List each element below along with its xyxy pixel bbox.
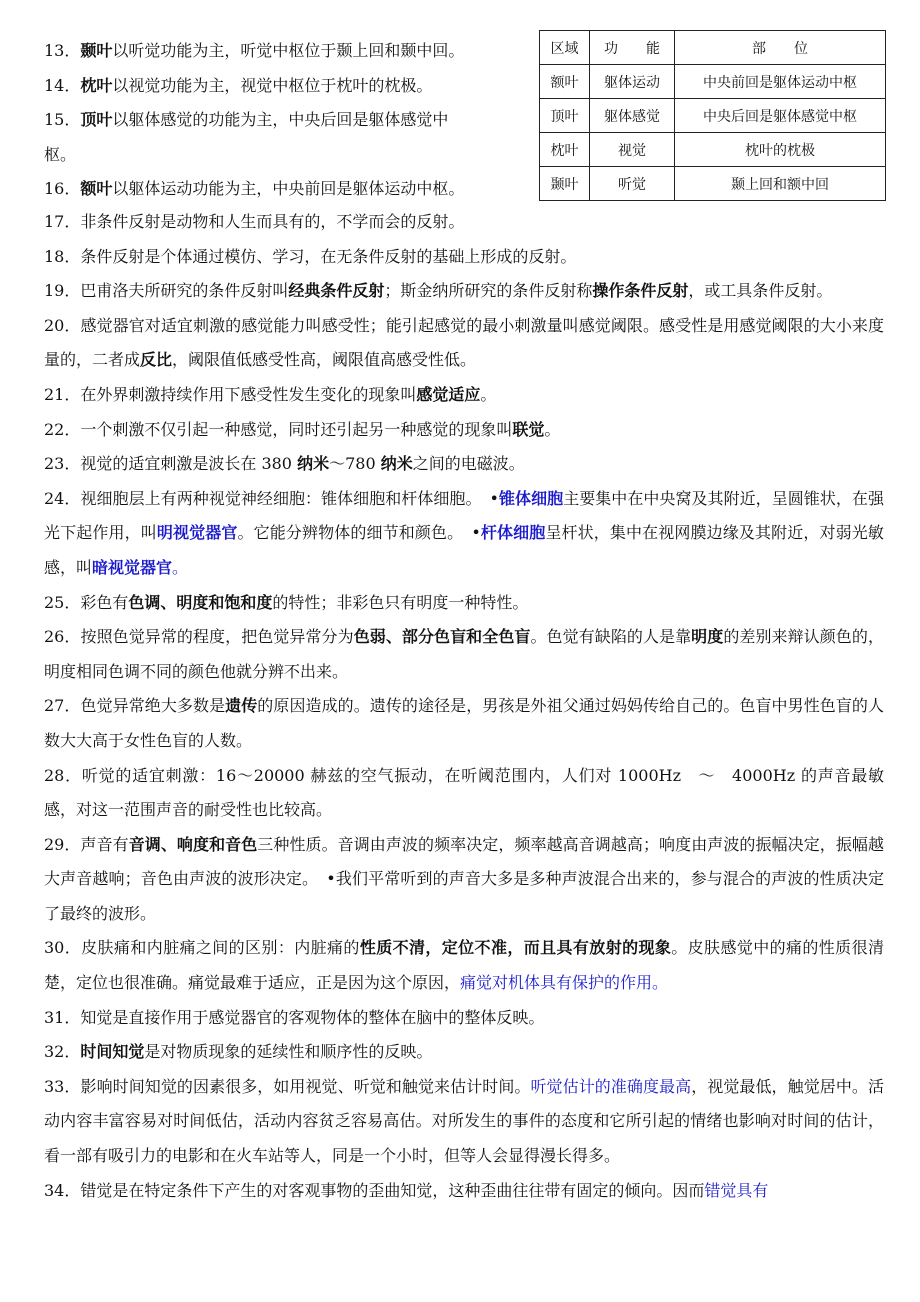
text-run: 呈杆状，集中在视网膜边缘及其附近，对弱光敏感，叫 (44, 523, 884, 577)
text-run: 以躯体运动功能为主，中央前回是躯体运动中枢。 (112, 179, 465, 199)
text-run: 27．色觉异常绝大多数是 (44, 696, 226, 716)
brain-area-table (539, 30, 886, 201)
text-run: 19．巴甫洛夫所研究的条件反射叫 (44, 281, 289, 301)
text-run: 主要集中在中央窝及其附近，呈圆锥状，在强光下起作用，叫 (44, 488, 884, 543)
text-run: 暗视觉器官 (92, 557, 173, 577)
table-row (540, 133, 886, 167)
text-run: 17．非条件反射是动物和人生而具有的，不学而会的反射。 (44, 212, 465, 231)
text-run: 痛觉对机体具有保护的作用。 (460, 973, 669, 993)
text-run: 29．声音有 (44, 834, 129, 854)
paragraph (44, 1001, 884, 1036)
table-cell: 中央前回是躯体运动中枢 (675, 65, 886, 99)
text-run: 。皮肤感觉中的痛的性质很清楚，定位也很准确。痛觉最难于适应，正是因为这个原因， (44, 938, 884, 993)
paragraph (44, 1035, 884, 1070)
text-run: 的原因造成的。遗传的途径是，男孩是外祖父通过妈妈传给自己的。色盲中男性色盲的人数大大高于女性色盲的人数。 (44, 696, 884, 750)
table-header-cell: 区域 (540, 31, 590, 65)
text-run: 22．一个刺激不仅引起一种感觉，同时还引起另一种感觉的现象叫 (44, 419, 513, 439)
text-run: 是对物质现象的延续性和顺序性的反映。 (144, 1042, 433, 1062)
text-run: 三种性质。音调由声波的频率决定，频率越高音调越高；响度由声波的振幅决定，振幅越大声音越响；音色由声波的波形决定。 •我们平常听到的声音大多是多种声波混合出来的，参与混合的声波的性质决定了最终的波形。 (44, 834, 884, 923)
paragraph (44, 689, 884, 758)
text-run: 性质不清，定位不准，而且具有放射的现象 (359, 938, 672, 958)
text-run: 纳米 (297, 454, 330, 474)
text-run: 色弱、部分色盲和全色盲 (353, 627, 531, 647)
text-run: 色调、明度和饱和度 (128, 592, 273, 612)
text-run: ～780 (329, 454, 381, 474)
text-run: 操作条件反射 (592, 281, 689, 301)
paragraph (44, 482, 884, 586)
text-run: 之间的电磁波。 (412, 454, 525, 474)
text-run: 杆体细胞 (480, 523, 546, 543)
text-run: 25．彩色有 (44, 592, 129, 612)
text-run: 20．感觉器官对适宜刺激的感觉能力叫感受性；能引起感觉的最小刺激量叫感觉阈限。感受性是用感觉阈限的大小来度量的，二者成 (44, 315, 884, 370)
text-run: 听觉估计的准确度最高 (530, 1076, 692, 1096)
text-run: 锥体细胞 (498, 488, 564, 508)
paragraph (44, 103, 534, 138)
table-cell: 额叶 (540, 65, 590, 99)
text-run: 明视觉器官 (156, 523, 238, 543)
text-run: 顶叶 (80, 110, 113, 130)
text-run: 以听觉功能为主，听觉中枢位于颞上回和颞中回。 (112, 41, 465, 60)
text-run: 联觉 (512, 419, 545, 439)
paragraph (44, 274, 884, 309)
main-paragraphs (44, 205, 884, 1208)
paragraph (44, 240, 884, 275)
paragraph (44, 620, 884, 689)
text-run: 32． (44, 1042, 81, 1062)
text-run: 枢。 (44, 144, 77, 164)
text-run: 30．皮肤痛和内脏痛之间的区别：内脏痛的 (44, 938, 360, 958)
text-run: 。 (172, 557, 189, 577)
paragraph (44, 138, 534, 173)
text-run: 以视觉功能为主，视觉中枢位于枕叶的枕极。 (112, 75, 433, 95)
paragraph (44, 931, 884, 1000)
text-run: 的特性；非彩色只有明度一种特性。 (272, 592, 529, 612)
table-cell: 枕叶的枕极 (675, 133, 886, 167)
text-run: 错觉具有 (704, 1180, 769, 1200)
paragraph (44, 205, 884, 240)
table-cell: 颞上回和额中回 (675, 167, 886, 201)
text-run: 感觉适应 (416, 384, 481, 404)
text-run: 反比 (140, 350, 173, 370)
paragraph (44, 1174, 884, 1209)
table-row (540, 65, 886, 99)
table-cell: 顶叶 (540, 99, 590, 133)
paragraph (44, 69, 534, 104)
text-run: ；斯金纳所研究的条件反射称 (384, 281, 593, 301)
text-run: 24．视细胞层上有两种视觉神经细胞：锥体细胞和杆体细胞。 • (44, 488, 499, 508)
text-run: 明度 (691, 627, 724, 647)
text-run: ，阈限值低感受性高，阈限值高感受性低。 (172, 350, 477, 370)
paragraph (44, 447, 884, 482)
table-cell: 躯体感觉 (590, 99, 675, 133)
top-paragraphs (44, 34, 534, 207)
text-run: 31．知觉是直接作用于感觉器官的客观物体的整体在脑中的整体反映。 (44, 1007, 545, 1027)
text-run: 以躯体感觉的功能为主，中央后回是躯体感觉中 (112, 110, 449, 130)
text-run: 遗传 (225, 696, 258, 716)
text-run: 33．影响时间知觉的因素很多，如用视觉、听觉和触觉来估计时间。 (44, 1076, 531, 1096)
text-run: 纳米 (380, 454, 413, 474)
table-header-row (540, 31, 886, 65)
text-run: 。 (544, 419, 561, 439)
table-header-cell: 功 能 (590, 31, 675, 65)
text-run: 18．条件反射是个体通过模仿、学习，在无条件反射的基础上形成的反射。 (44, 246, 577, 266)
table-header-cell: 部 位 (675, 31, 886, 65)
text-run: 14． (44, 75, 81, 95)
text-run: 的差别来辩认颜色的，明度相同色调不同的颜色他就分辨不出来。 (44, 627, 884, 681)
text-run: ，或工具条件反射。 (688, 281, 833, 301)
table-cell: 视觉 (590, 133, 675, 167)
text-run: 时间知觉 (80, 1042, 145, 1062)
paragraph (44, 413, 884, 448)
table-cell: 听觉 (590, 167, 675, 201)
paragraph (44, 309, 884, 378)
paragraph (44, 1070, 884, 1174)
paragraph (44, 759, 884, 828)
text-run: ，视觉最低，触觉居中。活动内容丰富容易对时间低估，活动内容贫乏容易高估。对所发生的事件的态度和它所引起的情绪也影响对时间的估计，看一部有吸引力的电影和在火车站等人，同是一个小时，但等人会显得漫长得多。 (44, 1076, 884, 1166)
paragraph (44, 828, 884, 932)
text-run: 。 (480, 384, 497, 404)
text-run: 。色觉有缺陷的人是靠 (530, 627, 692, 647)
text-run: 21．在外界刺激持续作用下感受性发生变化的现象叫 (44, 384, 417, 404)
text-run: 经典条件反射 (288, 281, 385, 301)
text-run: 13． (44, 41, 81, 60)
table-cell: 枕叶 (540, 133, 590, 167)
text-run: 15． (44, 110, 81, 130)
text-run: 28．听觉的适宜刺激：16～20000 赫兹的空气振动，在听阈范围内，人们对 1000Hz ～ 4000Hz 的声音最敏感，对这一范围声音的耐受性也比较高。 (44, 765, 884, 820)
text-run: 16． (44, 179, 81, 199)
table-cell: 中央后回是躯体感觉中枢 (675, 99, 886, 133)
table-cell: 颞叶 (540, 167, 590, 201)
table-cell: 躯体运动 (590, 65, 675, 99)
text-run: 23．视觉的适宜刺激是波长在 380 (44, 454, 298, 474)
text-run: 枕叶 (80, 75, 113, 95)
text-run: 音调、响度和音色 (128, 834, 258, 854)
text-run: 额叶 (80, 179, 113, 199)
text-run: 26．按照色觉异常的程度，把色觉异常分为 (44, 627, 354, 647)
text-run: 34．错觉是在特定条件下产生的对客观事物的歪曲知觉，这种歪曲往往带有固定的倾向。因而 (44, 1180, 705, 1200)
paragraph (44, 378, 884, 413)
text-run: 颞叶 (80, 41, 113, 60)
table-row (540, 99, 886, 133)
table-row (540, 167, 886, 201)
paragraph (44, 172, 534, 207)
paragraph (44, 34, 534, 69)
text-run: 。它能分辨物体的细节和颜色。 • (237, 523, 481, 543)
paragraph (44, 586, 884, 621)
